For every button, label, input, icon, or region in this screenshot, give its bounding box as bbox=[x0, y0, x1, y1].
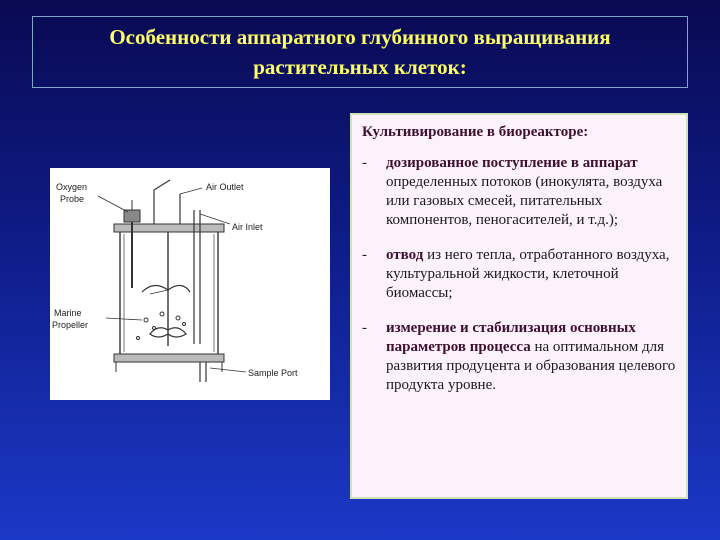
title-line-2: растительных клеток: bbox=[253, 55, 467, 79]
label-air-inlet: Air Inlet bbox=[232, 222, 263, 232]
title-line-1: Особенности аппаратного глубинного выращивания bbox=[109, 25, 611, 49]
label-oxygen-1: Oxygen bbox=[56, 182, 88, 192]
title-box bbox=[32, 16, 688, 88]
bottom-plate bbox=[114, 354, 224, 362]
bullet-item-2 bbox=[362, 246, 676, 303]
label-sample-port: Sample Port bbox=[248, 368, 298, 378]
bioreactor-drawing bbox=[50, 168, 330, 400]
upper-propeller bbox=[142, 285, 190, 292]
oxygen-probe-head bbox=[124, 210, 140, 222]
text-panel bbox=[350, 113, 688, 499]
bullet-text bbox=[386, 246, 676, 303]
panel-heading: Культивирование в биореакторе: bbox=[362, 124, 589, 140]
bullet-bold: измерение и стабилизация основных параметров процесса bbox=[386, 320, 636, 355]
bullet-bold: отвод bbox=[386, 247, 424, 263]
bullet-rest: из него тепла, отработанного воздуха, культуральной жидкости, клеточной биомассы; bbox=[386, 247, 670, 301]
label-oxygen-2: Probe bbox=[60, 194, 85, 204]
bullet-text bbox=[386, 319, 676, 395]
bullet-bold: дозированное поступление в аппарат bbox=[386, 155, 638, 171]
bioreactor-diagram bbox=[50, 168, 330, 400]
bullet-rest: определенных потоков (инокулята, воздуха или газовых смесей, питательных компонентов, пеногасителей, и т.д.); bbox=[386, 174, 663, 228]
bullet-dash: - bbox=[362, 247, 367, 263]
bullet-dash: - bbox=[362, 320, 367, 336]
bullet-dash: - bbox=[362, 155, 367, 171]
top-lid bbox=[114, 224, 224, 232]
label-marine-1: Marine bbox=[54, 308, 82, 318]
bullet-item-1 bbox=[362, 154, 676, 230]
label-air-outlet: Air Outlet bbox=[206, 182, 244, 192]
bullet-text bbox=[386, 154, 676, 230]
vessel-outline bbox=[120, 230, 218, 356]
label-marine-2: Propeller bbox=[52, 320, 89, 330]
bullet-item-3 bbox=[362, 319, 676, 395]
bullet-rest: на оптимальном для развития продуцента и образования целевого продукта уровне. bbox=[386, 339, 676, 393]
